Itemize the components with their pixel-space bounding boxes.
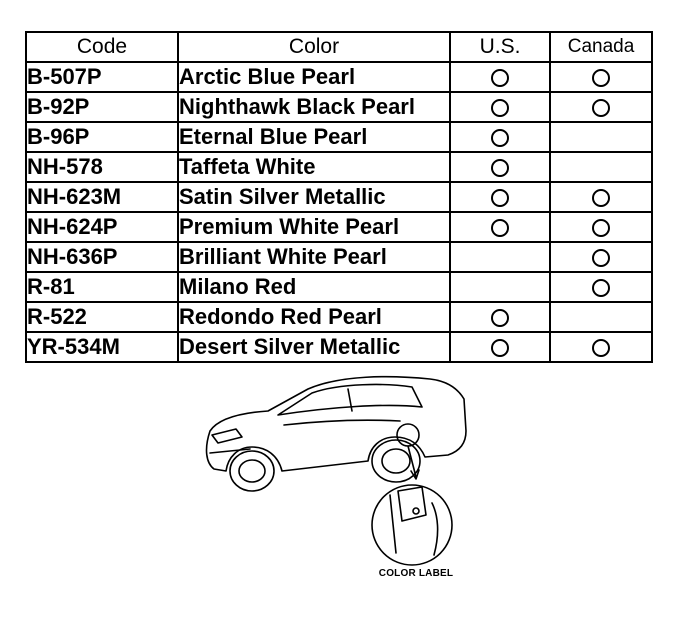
table-row	[26, 332, 652, 362]
available-circle-icon	[592, 249, 610, 267]
canada-availability-cell	[550, 242, 652, 272]
table-row	[26, 302, 652, 332]
canada-availability-cell	[550, 302, 652, 332]
us-availability-cell	[450, 242, 550, 272]
available-circle-icon	[491, 99, 509, 117]
table-row	[26, 272, 652, 302]
available-circle-icon	[592, 189, 610, 207]
available-circle-icon	[592, 99, 610, 117]
table-header-row	[26, 32, 652, 62]
table-row	[26, 122, 652, 152]
canada-availability-cell	[550, 272, 652, 302]
header-code: Code	[26, 32, 178, 62]
us-availability-cell	[450, 272, 550, 302]
canada-availability-cell	[550, 152, 652, 182]
available-circle-icon	[491, 219, 509, 237]
us-availability-cell	[450, 302, 550, 332]
us-availability-cell	[450, 332, 550, 362]
us-availability-cell	[450, 92, 550, 122]
car-illustration	[190, 365, 480, 570]
header-us: U.S.	[450, 32, 550, 62]
color-name-cell: Redondo Red Pearl	[178, 302, 450, 332]
available-circle-icon	[592, 219, 610, 237]
header-color: Color	[178, 32, 450, 62]
canada-availability-cell	[550, 62, 652, 92]
color-name-cell: Arctic Blue Pearl	[178, 62, 450, 92]
us-availability-cell	[450, 182, 550, 212]
color-name-cell: Premium White Pearl	[178, 212, 450, 242]
color-name-cell: Brilliant White Pearl	[178, 242, 450, 272]
header-canada: Canada	[550, 32, 652, 62]
code-cell: R-81	[26, 272, 178, 302]
code-cell: YR-534M	[26, 332, 178, 362]
color-name-cell: Taffeta White	[178, 152, 450, 182]
color-name-cell: Nighthawk Black Pearl	[178, 92, 450, 122]
available-circle-icon	[592, 69, 610, 87]
table-row	[26, 62, 652, 92]
available-circle-icon	[491, 69, 509, 87]
table-row	[26, 182, 652, 212]
color-name-cell: Milano Red	[178, 272, 450, 302]
code-cell: B-92P	[26, 92, 178, 122]
color-name-cell: Eternal Blue Pearl	[178, 122, 450, 152]
canada-availability-cell	[550, 332, 652, 362]
code-cell: B-96P	[26, 122, 178, 152]
code-cell: NH-636P	[26, 242, 178, 272]
us-availability-cell	[450, 212, 550, 242]
available-circle-icon	[592, 339, 610, 357]
available-circle-icon	[491, 129, 509, 147]
code-cell: NH-623M	[26, 182, 178, 212]
code-cell: R-522	[26, 302, 178, 332]
color-name-cell: Satin Silver Metallic	[178, 182, 450, 212]
us-availability-cell	[450, 62, 550, 92]
table-row	[26, 212, 652, 242]
table-row	[26, 242, 652, 272]
code-cell: NH-578	[26, 152, 178, 182]
available-circle-icon	[491, 309, 509, 327]
available-circle-icon	[491, 189, 509, 207]
code-cell: NH-624P	[26, 212, 178, 242]
canada-availability-cell	[550, 182, 652, 212]
us-availability-cell	[450, 122, 550, 152]
canada-availability-cell	[550, 122, 652, 152]
code-cell: B-507P	[26, 62, 178, 92]
color-label-caption: COLOR LABEL	[378, 568, 454, 579]
color-name-cell: Desert Silver Metallic	[178, 332, 450, 362]
table-row	[26, 92, 652, 122]
us-availability-cell	[450, 152, 550, 182]
available-circle-icon	[491, 339, 509, 357]
color-code-table	[25, 31, 653, 363]
canada-availability-cell	[550, 212, 652, 242]
available-circle-icon	[491, 159, 509, 177]
canada-availability-cell	[550, 92, 652, 122]
table-row	[26, 152, 652, 182]
available-circle-icon	[592, 279, 610, 297]
